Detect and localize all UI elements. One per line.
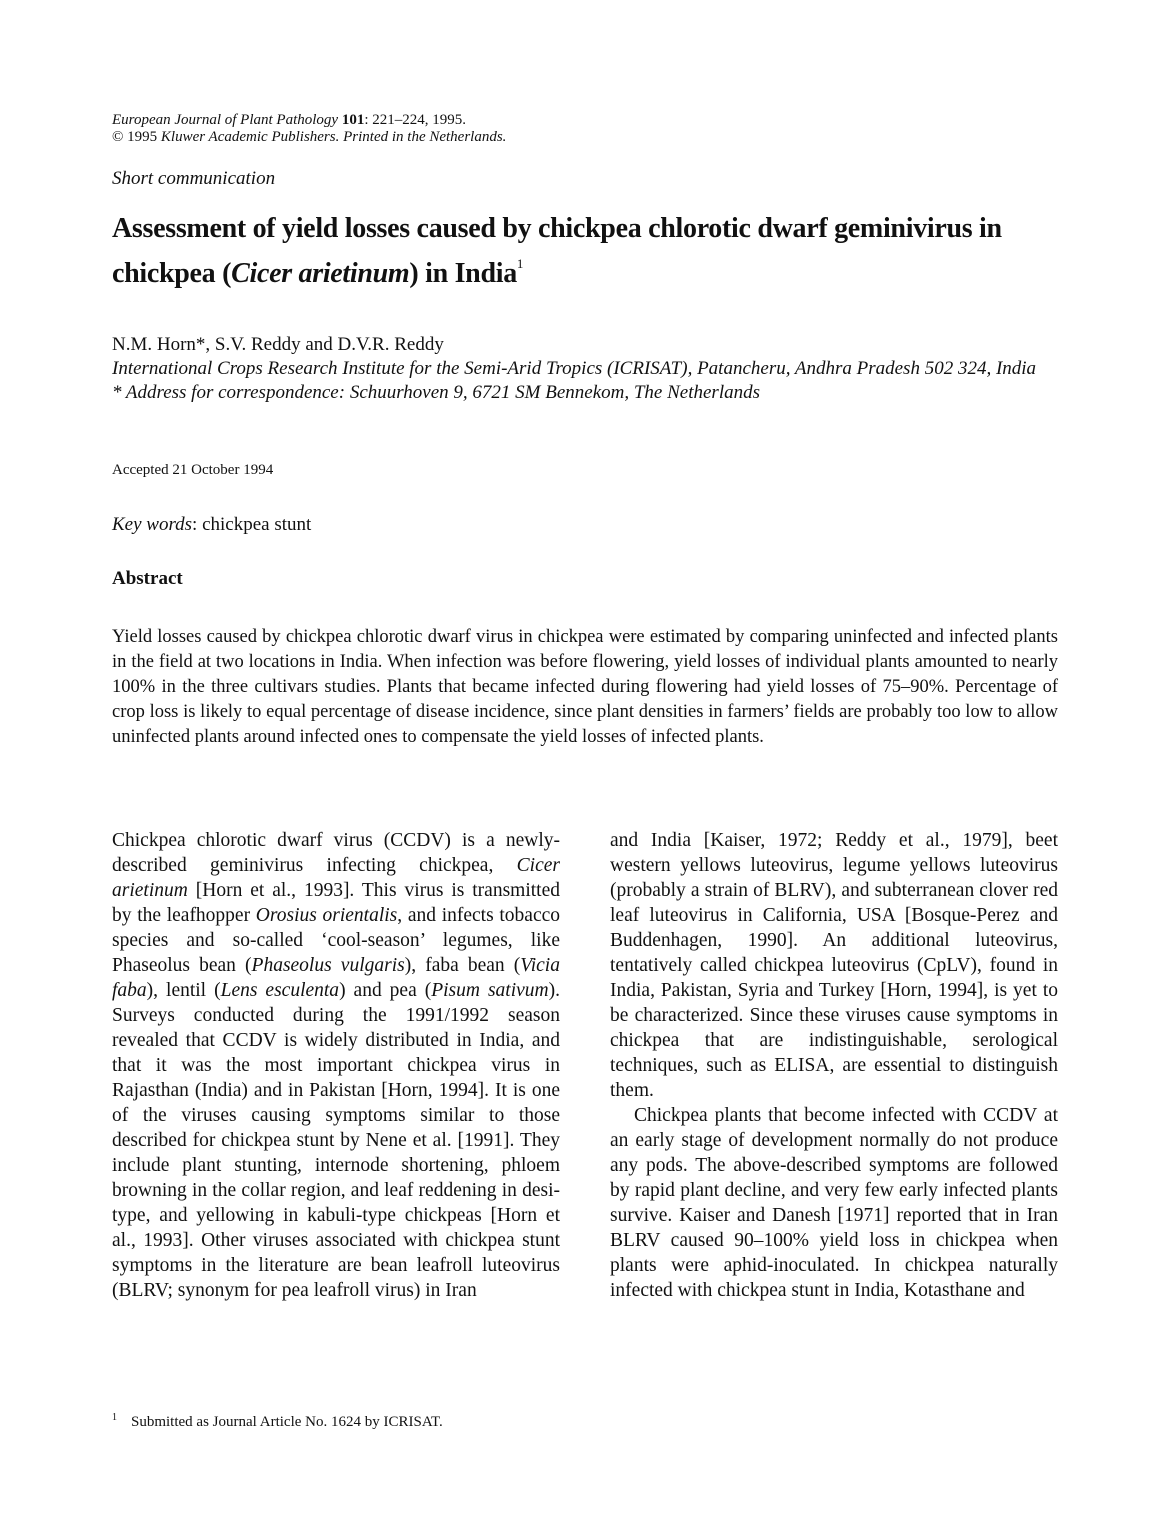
paper-title <box>112 211 1012 291</box>
species-name: Phaseolus vulgaris <box>251 955 405 976</box>
body-column-left <box>112 828 560 1303</box>
keywords-value: : chickpea stunt <box>192 514 312 535</box>
species-name: Cicer arietinum <box>112 855 560 901</box>
accepted-date: Accepted 21 October 1994 <box>112 462 274 478</box>
text-run: ). Surveys conducted during the 1991/1992 season revealed that CCDV is widely distributed in India, and that it was the most important chickpea virus in Rajasthan (India) and in Pakistan [Horn, 1994]. It is one of the viruses causing symptoms similar to those described for chickpea stunt by Nene et al. [1991]. They include plant stunting, internode shortening, phloem browning in the collar region, and leaf reddening in desi-type, and yellowing in kabuli-type chickpeas [Horn et al., 1993]. Other viruses associated with chickpea stunt symptoms in the literature are bean leafroll luteovirus (BLRV; synonym for pea leafroll virus) in Iran <box>112 980 560 1301</box>
species-name: Orosius orientalis <box>255 905 398 926</box>
authors: N.M. Horn*, S.V. Reddy and D.V.R. Reddy <box>112 334 444 355</box>
text-run: Chickpea chlorotic dwarf virus (CCDV) is a newly-described geminivirus infecting chickpea, <box>112 830 560 876</box>
footnote <box>112 1412 443 1431</box>
species-name: Pisum sativum <box>431 980 549 1001</box>
species-name: Vicia faba <box>112 955 560 1001</box>
title-footnote-mark: 1 <box>516 256 524 271</box>
text-run: , and infects tobacco species and so-called ‘cool-season’ legumes, like Phaseolus bean ( <box>112 905 561 976</box>
copyright-line <box>112 129 506 146</box>
title-text-2: ) in India <box>409 258 517 289</box>
title-species: Cicer arietinum <box>231 258 410 289</box>
body-paragraph <box>112 828 560 1303</box>
abstract-text: Yield losses caused by chickpea chlorotic dwarf virus in chickpea were estimated by comparing uninfected and infected plants in the field at two locations in India. When infection was before flowering, yield losses of individual plants amounted to nearly 100% in the three cultivars studies. Plants that became infected during flowering had yield losses of 75–90%. Percentage of crop loss is likely to equal percentage of disease incidence, since plant densities in farmers’ fields are probably too low to allow uninfected plants around infected ones to compensate the yield losses of infected plants. <box>112 627 1058 747</box>
journal-volume: 101 <box>341 112 365 128</box>
journal-citation <box>112 112 506 146</box>
affiliation-block <box>112 357 1072 405</box>
journal-line <box>112 112 506 129</box>
title-text-1: Assessment of yield losses caused by chickpea chlorotic dwarf geminivirus in chickpea ( <box>112 213 1002 289</box>
body-paragraph: and India [Kaiser, 1972; Reddy et al., 1979], beet western yellows luteovirus, legume yellows luteovirus (probably a strain of BLRV), and subterranean clover red leaf luteovirus in California, USA [Bosque-Perez and Buddenhagen, 1990]. An additional luteovirus, tentatively called chickpea luteovirus (CpLV), found in India, Pakistan, Syria and Turkey [Horn, 1994], is yet to be characterized. Since these viruses cause symptoms in chickpea that are indistinguishable, serological techniques, such as ELISA, are essential to distinguish them. <box>610 830 1058 1101</box>
copyright-year: © 1995 <box>112 129 158 145</box>
body-paragraph: Chickpea plants that become infected with CCDV at an early stage of development normally do not produce any pods. The above-described symptoms are followed by rapid plant decline, and very few early infected plants survive. Kaiser and Danesh [1971] reported that in Iran BLRV caused 90–100% yield loss in chickpea when plants were aphid-inoculated. In chickpea naturally infected with chickpea stunt in India, Kotasthane and <box>610 1105 1058 1301</box>
section-type: Short communication <box>112 168 276 189</box>
text-run: ), faba bean ( <box>404 955 521 976</box>
text-run: [Horn et al., 1993]. This virus is transmitted by the leafhopper <box>112 880 560 926</box>
body-column-right <box>610 828 1058 1303</box>
abstract-heading: Abstract <box>112 568 183 589</box>
keywords-label: Key words <box>112 514 193 535</box>
affiliation: International Crops Research Institute for the Semi-Arid Tropics (ICRISAT), Patancheru, Andhra Pradesh 502 324, India <box>112 358 1037 379</box>
species-name: Lens esculenta <box>220 980 340 1001</box>
correspondence-address: * Address for correspondence: Schuurhoven 9, 6721 SM Bennekom, The Netherlands <box>112 382 761 403</box>
footnote-text: Submitted as Journal Article No. 1624 by ICRISAT. <box>131 1414 443 1430</box>
publisher: Kluwer Academic Publishers. Printed in the Netherlands. <box>160 129 507 145</box>
journal-name: European Journal of Plant Pathology <box>112 112 339 128</box>
footnote-mark: 1 <box>112 1412 117 1423</box>
journal-pages-year: : 221–224, 1995. <box>364 112 467 128</box>
text-run: ), lentil ( <box>146 980 221 1001</box>
keywords <box>112 514 311 536</box>
text-run: ) and pea ( <box>339 980 432 1001</box>
